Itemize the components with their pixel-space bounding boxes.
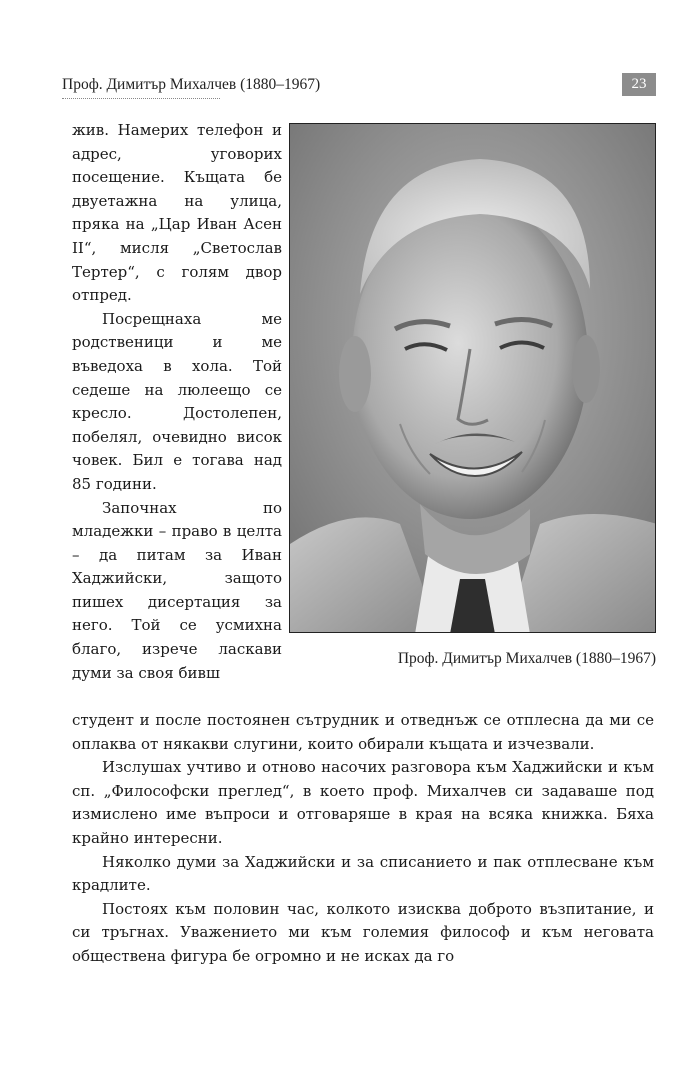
page-header <box>0 0 700 110</box>
paragraph-5: Изслушах учтиво и отново насочих разговора към Хаджийски и към сп. „Философски преглед“, в което проф. Михалчев си задаваше под измислено име въпроси и отговаряше в края на всяка книжка. Бяха крайно интересни. <box>72 758 654 847</box>
paragraph-3: Започнах по младежки – право в целта – да питам за Иван Хаджийски, защото пишех дисертация за него. Той се усмихна благо, изрече ласкави думи за своя бивш <box>72 498 282 682</box>
portrait-image <box>290 124 656 633</box>
paragraph-2: Посрещнаха ме родственици и ме въведоха в хола. Той седеше на люлеещо се кресло. Достолепен, побелял, очевидно висок човек. Бил е тогава над 85 години. <box>72 309 282 493</box>
photo-caption: Проф. Димитър Михалчев (1880–1967) <box>397 650 656 667</box>
page-number: 23 <box>622 73 656 96</box>
text-column <box>72 119 282 685</box>
paragraph-4: студент и после постоянен сътрудник и отведнъж се отплесна да ми се оплаква от някакви слугини, които обирали къщата и изчезвали. <box>72 711 654 753</box>
header-rule <box>62 98 220 99</box>
running-title: Проф. Димитър Михалчев (1880–1967) <box>62 76 321 93</box>
paragraph-6: Няколко думи за Хаджийски и за списанието и пак отплесване към крадлите. <box>72 852 654 895</box>
paragraph-7: Постоях към половин час, колкото изисква доброто възпитание, и си тръгнах. Уважението ми към големия философ и към неговата обществена фигура бе огромно и не исках да го <box>72 899 654 965</box>
text-body <box>72 709 654 969</box>
portrait-photo <box>289 123 656 633</box>
paragraph-1: жив. Намерих телефон и адрес, уговорих посещение. Къщата бе двуетажна на улица, пряка на „Цар Иван Асен II“, мисля „Светослав Тертер“, с голям двор отпред. <box>72 121 282 305</box>
